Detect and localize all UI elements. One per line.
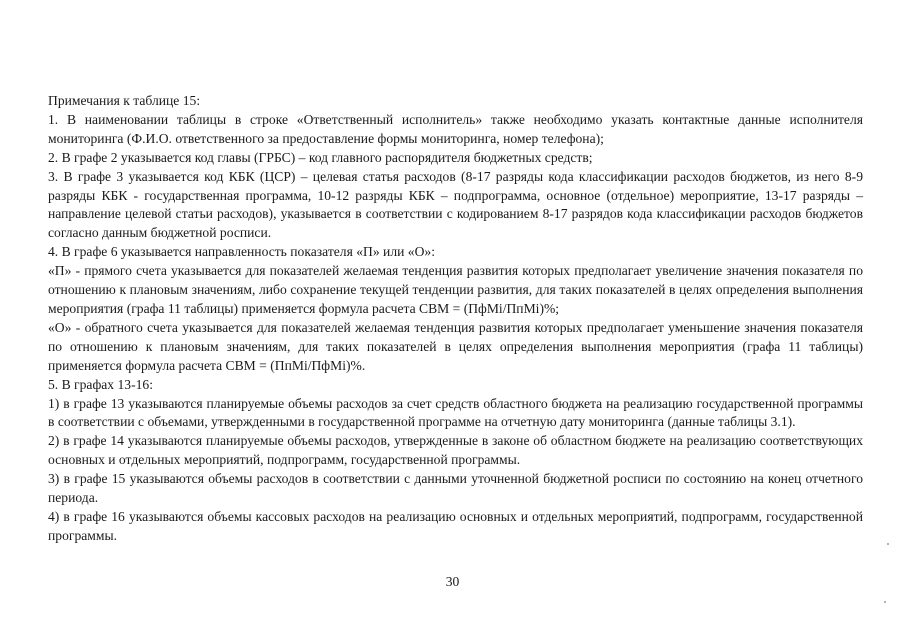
scan-speck <box>884 601 886 603</box>
note-item-4: 4. В графе 6 указывается направленность показателя «П» или «О»: <box>48 244 435 260</box>
note-item-5-1: 1) в графе 13 указываются планируемые объемы расходов за счет средств областного бюджета на реализацию государственной программы в соответствии с объемами, утвержденными в государственной программе на отчетную дату мониторинга (данные таблицы 3.1). <box>48 395 863 430</box>
note-item-4-inverse: «О» - обратного счета указывается для показателей желаемая тенденция развития которых предполагает уменьшение значения показателя по отношению к плановым значениям, для таких показателей в целях определения выполнения мероприятия (графа 11 таблицы) применяется формула расчета СВМ = (ПпMi/ПфMi)%. <box>48 319 863 373</box>
notes-heading: Примечания к таблице 15: <box>48 93 201 108</box>
scan-speck <box>887 543 889 545</box>
note-item-5-2: 2) в графе 14 указываются планируемые объемы расходов, утвержденные в законе об областном бюджете на реализацию соответствующих основных и отдельных мероприятий, подпрограмм, государственной программы. <box>48 433 863 468</box>
note-item-4-direct: «П» - прямого счета указывается для показателей желаемая тенденция развития которых предполагает увеличение значения показателя по отношению к плановым значениям, либо сохранение текущей тенденции развития, для таких показателей в целях определения выполнения мероприятия (графа 11 таблицы) применяется формула расчета СВМ = (ПфMi/ПпMi)%; <box>48 263 863 316</box>
page-number: 30 <box>445 574 460 589</box>
note-item-5-4: 4) в графе 16 указываются объемы кассовых расходов на реализацию основных и отдельных мероприятий, подпрограмм, государственной программы. <box>48 508 863 543</box>
note-item-5: 5. В графах 13-16: <box>48 376 153 392</box>
note-item-3: 3. В графе 3 указывается код КБК (ЦСР) – целевая статья расходов (8-17 разряды кода классификации расходов бюджетов, из него 8-9 разряды КБК - государственная программа, 10-12 разряды КБК – подпрограмма, основное (отдельное) мероприятие, 13-17 разряды – направление целевой статьи расходов), указывается в соответствии с кодированием 8-17 разрядов кода классификации расходов бюджетов согласно данным бюджетной росписи. <box>48 168 863 241</box>
note-item-1: 1. В наименовании таблицы в строке «Ответственный исполнитель» также необходимо указать контактные данные исполнителя мониторинга (Ф.И.О. ответственного за предоставление формы мониторинга, номер телефона); <box>48 111 863 146</box>
note-item-5-3: 3) в графе 15 указываются объемы расходов в соответствии с данными уточненной бюджетной росписи по состоянию на конец отчетного периода. <box>48 471 863 506</box>
notes-section <box>48 92 863 546</box>
note-item-2: 2. В графе 2 указывается код главы (ГРБС) – код главного распорядителя бюджетных средств; <box>48 149 593 165</box>
